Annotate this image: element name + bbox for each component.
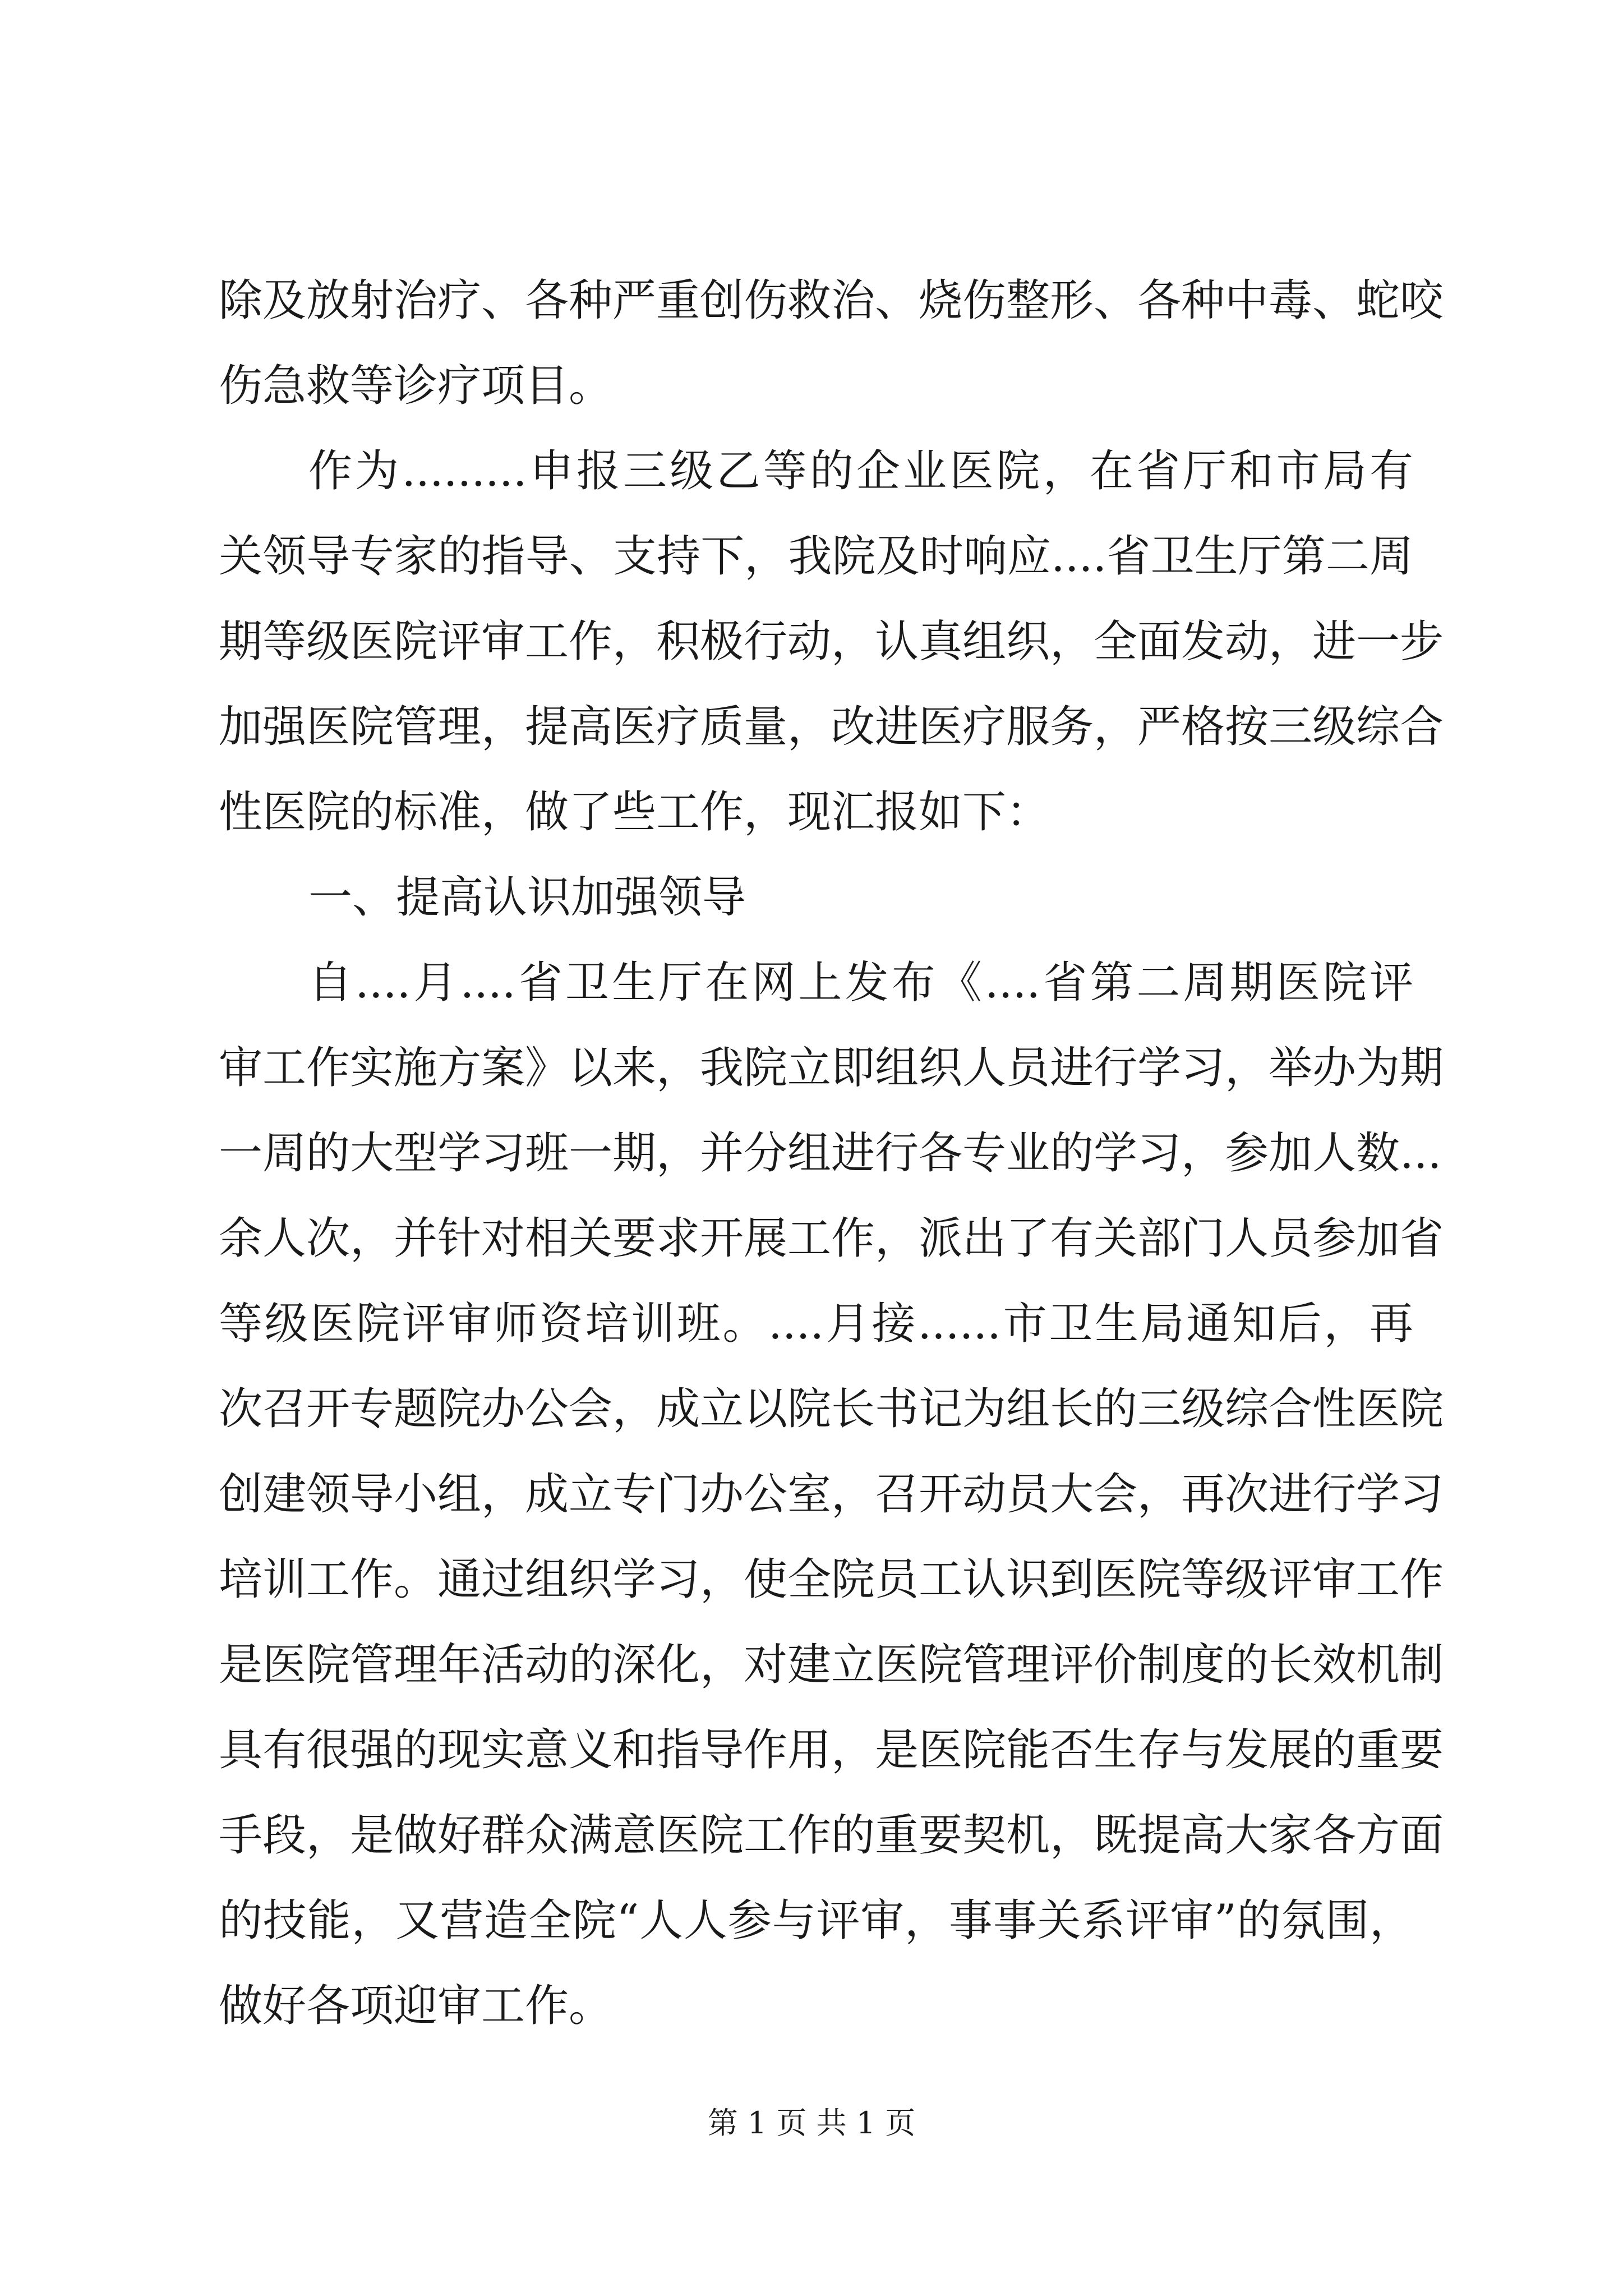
text-line: 作为.........申报三级乙等的企业医院，在省厅和市局有 bbox=[308, 446, 1413, 496]
text-line: 余人次，并针对相关要求开展工作，派出了有关部门人员参加省 bbox=[219, 1213, 1444, 1264]
text-line: 期等级医院评审工作，积极行动，认真组织，全面发动，进一步 bbox=[219, 616, 1444, 667]
text-line: 伤急救等诊疗项目。 bbox=[219, 361, 613, 411]
text-line: 手段，是做好群众满意医院工作的重要契机，既提高大家各方面 bbox=[219, 1810, 1444, 1861]
text-line: 创建领导小组，成立专门办公室，召开动员大会，再次进行学习 bbox=[219, 1469, 1444, 1520]
text-line: 自....月....省卫生厅在网上发布《....省第二周期医院评 bbox=[308, 958, 1413, 1008]
text-line: 具有很强的现实意义和指导作用，是医院能否生存与发展的重要 bbox=[219, 1725, 1444, 1775]
text-line: 等级医院评审师资培训班。....月接......市卫生局通知后，再 bbox=[219, 1299, 1413, 1349]
text-line: 除及放射治疗、各种严重创伤救治、烧伤整形、各种中毒、蛇咬 bbox=[219, 275, 1444, 326]
document-body bbox=[219, 258, 1444, 2049]
text-line: 培训工作。通过组织学习，使全院员工认识到医院等级评审工作 bbox=[219, 1554, 1444, 1605]
page-number-footer: 第 1 页 共 1 页 bbox=[707, 2105, 916, 2141]
section-heading: 一、提高认识加强领导 bbox=[308, 872, 746, 923]
text-line: 性医院的标准，做了些工作，现汇报如下： bbox=[219, 787, 1050, 838]
text-line: 关领导专家的指导、支持下，我院及时响应....省卫生厅第二周 bbox=[219, 531, 1413, 582]
text-line: 次召开专题院办公会，成立以院长书记为组长的三级综合性医院 bbox=[219, 1384, 1444, 1434]
text-line: 加强医院管理，提高医疗质量，改进医疗服务，严格按三级综合 bbox=[219, 702, 1444, 752]
text-line: 做好各项迎审工作。 bbox=[219, 1981, 613, 2031]
text-line: 的技能，又营造全院“人人参与评审，事事关系评审”的氛围， bbox=[219, 1895, 1413, 1946]
text-line: 是医院管理年活动的深化，对建立医院管理评价制度的长效机制 bbox=[219, 1640, 1444, 1690]
text-line: 审工作实施方案》以来，我院立即组织人员进行学习，举办为期 bbox=[219, 1043, 1444, 1093]
text-line: 一周的大型学习班一期，并分组进行各专业的学习，参加人数... bbox=[219, 1128, 1442, 1179]
